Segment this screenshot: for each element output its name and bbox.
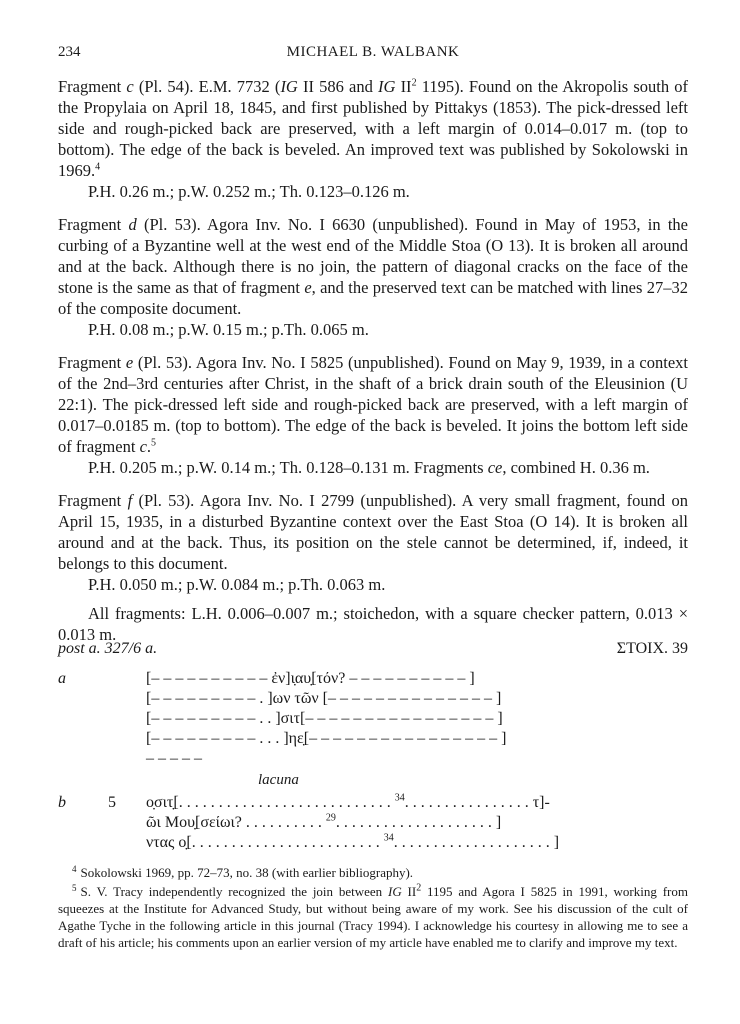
page-header: [58, 44, 688, 64]
stoichedon-label: ΣΤΟΙΧ. 39: [616, 640, 688, 657]
body-text: [58, 76, 688, 645]
lacuna-label: lacuna: [258, 772, 299, 788]
fragment-b-label: b: [58, 794, 66, 811]
inscription-date: post a. 327/6 a.: [58, 640, 158, 657]
footnotes: [58, 864, 688, 953]
page-number: 234: [58, 44, 81, 60]
fragment-a-line-3: [– – – – – – – – – . . ]σιτ[– – – – – – – – – – – – – – – – ]: [146, 710, 503, 727]
fragment-e-paragraph: Fragment e (Pl. 53). Agora Inv. No. I 5825 (unpublished). Found on May 9, 1939, in a context of the 2nd–3rd centuries after Christ, in the shaft of a brick drain south of the Eleusinion (U 22:1). The pick-dressed left side and rough-picked back are preserved, with a left margin of 0.017–0.0185 m. (top to bottom). The edge of the back is beveled. It joins the bottom left side of fragment c.$^5$: [58, 353, 688, 456]
fragment-a-break: – – – – –: [146, 750, 202, 767]
fragment-a-line-1: [– – – – – – – – – – ἐν]ι̣αυ̣[τόν? – – – – – – – – – – ]: [146, 670, 475, 687]
fragment-b-line-3: ντας ο̣[. . . . . . . . . . . . . . . . . . . . . . . . $^{34}$. . . . . . . . . . . . . . . . . . . . ]: [146, 832, 560, 851]
all-fragments-summary: All fragments: L.H. 0.006–0.007 m.; stoichedon, with a square checker pattern, 0.013 × 0.013 m.: [58, 604, 688, 644]
fragment-a-line-2: [– – – – – – – – – . ]ων τῶν [– – – – – – – – – – – – – – ]: [146, 690, 502, 707]
running-head: MICHAEL B. WALBANK: [286, 44, 460, 60]
fragment-e-measurements: P.H. 0.205 m.; p.W. 0.14 m.; Th. 0.128–0.131 m. Fragments ce, combined H. 0.36 m.: [88, 458, 650, 477]
footnote-ref-5[interactable]: 5: [151, 437, 157, 449]
fragment-b-line-number: 5: [108, 794, 116, 811]
footnote-4: $^4$ Sokolowski 1969, pp. 72–73, no. 38 (with earlier bibliography).: [72, 863, 414, 880]
fragment-b-line-2: ῶι Μου̣[σείωι? . . . . . . . . . . $^{29}$. . . . . . . . . . . . . . . . . . . . ]: [146, 812, 502, 831]
fragment-c-paragraph: Fragment c (Pl. 54). E.M. 7732 (IG II 586 and IG $II^2$ 1195). Found on the Akropolis south of the Propylaia on April 18, 1845, and first published by Pittakys (1853). The pick-dressed left side and rough-picked back are preserved, with a left margin of 0.014–0.017 m. (top to bottom). The edge of the back is beveled. An improved text was published by Sokolowski in 1969.$^4$: [58, 77, 688, 180]
fragment-b-line-1: ο̣σιτ̣[. . . . . . . . . . . . . . . . . . . . . . . . . . . $^{34}$. . . . . . . . . . . . . . . . τ]-: [146, 792, 550, 811]
inscription-text: [58, 640, 688, 860]
fragment-a-label: a: [58, 670, 66, 687]
fragment-a-line-4: [– – – – – – – – – . . . ]ηε̣[– – – – – – – – – – – – – – – – ]: [146, 730, 507, 747]
fragment-f-paragraph: Fragment f (Pl. 53). Agora Inv. No. I 2799 (unpublished). A very small fragment, found on April 15, 1935, in a disturbed Byzantine context over the East Stoa (O 14). It is broken all around and at the back. Thus, its position on the stele cannot be determined, if, indeed, it belongs to this document.: [58, 491, 688, 573]
fragment-d-paragraph: Fragment d (Pl. 53). Agora Inv. No. I 6630 (unpublished). Found in May of 1953, in the curbing of a Byzantine well at the west end of the Middle Stoa (O 13). It is broken all around and at the back. Although there is no join, the pattern of diagonal cracks on the face of the stone is the same as that of fragment e, and the preserved text can be matched with lines 27–32 of the composite document.: [58, 215, 688, 318]
fragment-c-measurements: P.H. 0.26 m.; p.W. 0.252 m.; Th. 0.123–0.126 m.: [88, 182, 410, 201]
fragment-d-measurements: P.H. 0.08 m.; p.W. 0.15 m.; p.Th. 0.065 m.: [88, 320, 369, 339]
footnote-5: $^5$ S. V. Tracy independently recognized the join between IG $II^2$ 1195 and Agora I 5825 in 1991, working from squeezes at the Institute for Advanced Study, but without being aware of my work. See his discussion of the cult of Agathe Tyche in the following article in this journal (Tracy 1994). I acknowledge his courtesy in allowing me to see a draft of his article; his comments upon an earlier version of my article have enabled me to clarify and improve my text.: [58, 882, 688, 950]
footnote-ref-4[interactable]: 4: [95, 161, 101, 173]
fragment-f-measurements: P.H. 0.050 m.; p.W. 0.084 m.; p.Th. 0.063 m.: [88, 575, 386, 594]
